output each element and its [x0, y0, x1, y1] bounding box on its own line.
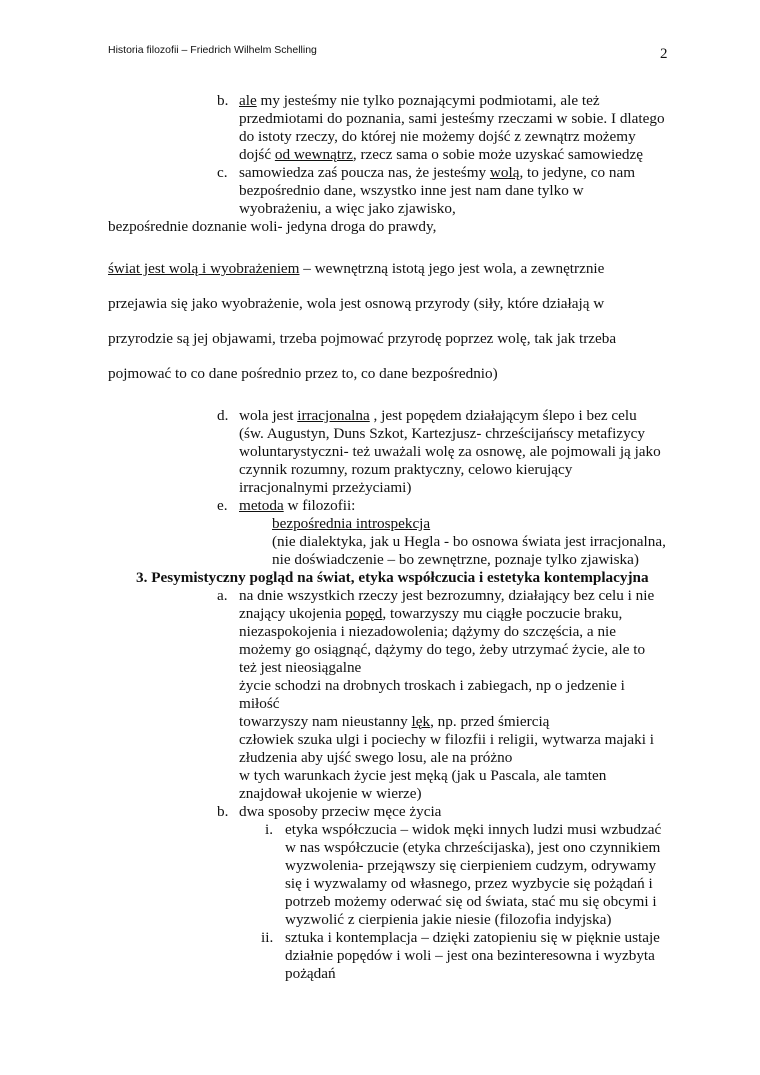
paragraph-line: bezpośrednie doznanie woli- jedyna droga do prawdy,: [108, 218, 437, 235]
list-item-3a-line: też jest nieosiągalne: [239, 659, 362, 676]
list-item-d-line: woluntarystyczni- też uważali wolę za osnowę, ale pojmowali ją jako: [239, 443, 661, 460]
underlined-term: lęk: [411, 713, 431, 730]
list-item-3a-line: możemy go osiągnąć, dążymy do tego, żeby utrzymać życie, ale to: [239, 641, 646, 658]
list-marker: c.: [217, 164, 228, 181]
list-item-3a-line: złudzenia aby ujść swego losu, ale na próżno: [239, 749, 513, 766]
underlined-term: ale: [239, 92, 257, 109]
list-item-e-line: metoda w filozofii:: [239, 497, 356, 514]
list-marker: d.: [217, 407, 229, 424]
list-item-3bii-line: działnie popędów i woli – jest ona bezinteresowna i wyzbyta: [285, 947, 655, 964]
page-number: 2: [660, 46, 668, 62]
section-heading: 3. Pesymistyczny pogląd na świat, etyka współczucia i estetyka kontemplacyjna: [136, 569, 649, 586]
list-item-e-line: [272, 515, 430, 533]
list-item-3bi-line: wyzwolenia- przejąwszy się cierpieniem cudzym, odrywamy: [285, 857, 657, 874]
list-item-3a-line: w tych warunkach życie jest męką (jak u Pascala, ale tamten: [239, 767, 607, 784]
list-item-3a-line: towarzyszy nam nieustanny lęk, np. przed śmiercią: [239, 713, 550, 730]
list-item-b-line: ale my jesteśmy nie tylko poznającymi podmiotami, ale też: [239, 92, 600, 109]
list-item-d-line: irracjonalnymi przeżyciami): [239, 479, 412, 496]
list-item-e-line: (nie dialektyka, jak u Hegla - bo osnowa świata jest irracjonalna,: [272, 533, 666, 550]
list-item-3bi-line: potrzeb możemy oderwać się od świata, stać mu się obcymi i: [285, 893, 657, 910]
list-item-3bii-line: sztuka i kontemplacja – dzięki zatopieniu się w pięknie ustaje: [285, 929, 660, 946]
underlined-term: od wewnątrz: [274, 146, 353, 163]
list-item-c-line: samowiedza zaś poucza nas, że jesteśmy wolą, to jedyne, co nam: [239, 164, 636, 181]
running-header: Historia filozofii – Friedrich Wilhelm Schelling: [108, 44, 317, 56]
list-item-3bii-line: pożądań: [285, 965, 336, 982]
list-item-c-line: wyobrażeniu, a więc jako zjawisko,: [239, 200, 456, 217]
underlined-term: bezpośrednia introspekcja: [272, 515, 431, 532]
paragraph-line: świat jest wolą i wyobrażeniem – wewnętrzną istotą jego jest wola, a zewnętrznie: [108, 260, 605, 277]
paragraph-line: przejawia się jako wyobrażenie, wola jest osnową przyrody (siły, które działają w: [108, 295, 605, 312]
list-marker: e.: [217, 497, 228, 514]
list-item-3a-line: na dnie wszystkich rzeczy jest bezrozumny, działający bez celu i nie: [239, 587, 655, 604]
list-item-b-line: przedmiotami do poznania, sami jesteśmy rzeczami w sobie. I dlatego: [239, 110, 665, 127]
list-item-3a-line: miłość: [239, 695, 280, 712]
list-item-b-line: dojść od wewnątrz, rzecz sama o sobie może uzyskać samowiedzę: [239, 146, 643, 163]
list-item-3bi-line: wyzwolić z cierpienia jakie niesie (filozofia indyjska): [285, 911, 612, 928]
list-item-3bi-line: się i wyzwalamy od własnego, przez wyzbycie się pożądań i: [285, 875, 653, 892]
list-item-d-line: wola jest irracjonalna , jest popędem działającym ślepo i bez celu: [239, 407, 637, 424]
underlined-term: popęd: [345, 605, 383, 622]
list-item-3a-line: życie schodzi na drobnych troskach i zabiegach, np o jedzenie i: [239, 677, 625, 694]
list-marker: ii.: [261, 929, 274, 946]
list-marker: b.: [217, 803, 229, 820]
list-item-3bi-line: w nas współczucie (etyka chrześcijaska), jest ono czynnikiem: [285, 839, 661, 856]
list-item-d-line: czynnik rozumny, rozum praktyczny, celowo kierujący: [239, 461, 573, 478]
paragraph-line: pojmować to co dane pośrednio przez to, co dane bezpośrednio): [108, 365, 498, 382]
underlined-term: świat jest wolą i wyobrażeniem: [108, 260, 300, 277]
list-item-3a-line: niezaspokojenia i niezadowolenia; dążymy do szczęścia, a nie: [239, 623, 616, 640]
list-item-c-line: bezpośrednio dane, wszystko inne jest nam dane tylko w: [239, 182, 584, 199]
list-item-d-line: (św. Augustyn, Duns Szkot, Kartezjusz- chrześcijańscy metafizycy: [239, 425, 646, 442]
list-marker: b.: [217, 92, 229, 109]
list-item-3a-line: znający ukojenia popęd, towarzyszy mu ciągłe poczucie braku,: [239, 605, 623, 622]
list-item-3a-line: człowiek szuka ulgi i pociechy w filozfii i religii, wytwarza majaki i: [239, 731, 654, 748]
list-item-e-line: nie doświadczenie – bo zewnętrzne, poznaje tylko zjawiska): [272, 551, 639, 568]
underlined-term: irracjonalna: [297, 407, 370, 424]
list-marker: a.: [217, 587, 228, 604]
list-item-b-line: do istoty rzeczy, do której nie możemy dojść z zewnątrz możemy: [239, 128, 636, 145]
list-item-3bi-line: etyka współczucia – widok męki innych ludzi musi wzbudzać: [285, 821, 662, 838]
paragraph-line: przyrodzie są jej objawami, trzeba pojmować przyrodę poprzez wolę, tak jak trzeba: [108, 330, 617, 347]
underlined-term: wolą: [489, 164, 520, 181]
list-item-3b-line: dwa sposoby przeciw męce życia: [239, 803, 442, 820]
list-marker: i.: [265, 821, 274, 838]
list-item-3a-line: znajdował ukojenie w wierze): [239, 785, 422, 802]
underlined-term: metoda: [239, 497, 284, 514]
